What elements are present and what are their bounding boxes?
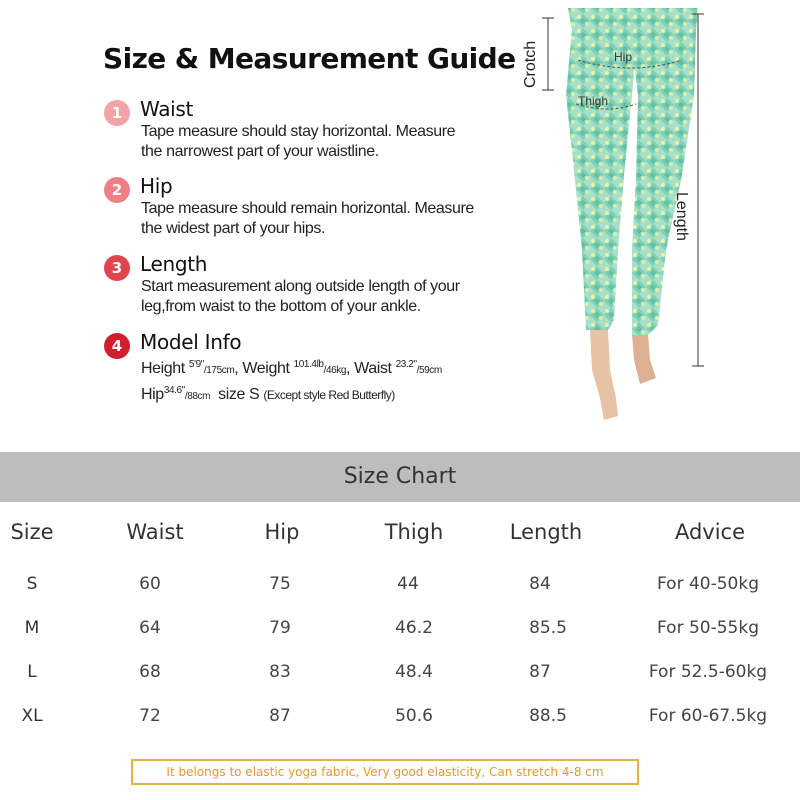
cell-thigh: 50.6 [395, 706, 433, 726]
section-line: Start measurement along outside length of your [141, 278, 460, 295]
cell-thigh: 48.4 [395, 662, 433, 682]
col-head-advice: Advice [674, 520, 746, 544]
cell-waist: 68 [139, 662, 161, 682]
cell-waist: 72 [139, 706, 161, 726]
col-head-hip: Hip [264, 520, 300, 544]
fabric-note: It belongs to elastic yoga fabric, Very good elasticity, Can stretch 4-8 cm [131, 759, 639, 785]
section-body [141, 355, 521, 407]
section-heading: Waist [140, 97, 194, 121]
size-chart-title: Size Chart [343, 464, 457, 489]
cell-waist: 64 [139, 618, 161, 638]
badge-1: 1 [104, 100, 130, 126]
section-line: the narrowest part of your waistline. [141, 143, 379, 160]
cell-hip: 75 [269, 574, 291, 594]
height-label: Height [141, 360, 185, 377]
cell-length: 88.5 [529, 706, 567, 726]
size-text: size S [218, 386, 260, 403]
waist-cm: /59cm [416, 365, 442, 376]
weight-kg: /46kg [323, 365, 347, 376]
section-line: the widest part of your hips. [141, 220, 326, 237]
cell-thigh: 46.2 [395, 618, 433, 638]
cell-length: 85.5 [529, 618, 567, 638]
cell-advice: For 50-55kg [657, 618, 759, 638]
model-line-2 [141, 381, 521, 407]
hip-in: 34.6" [163, 385, 185, 396]
badge-4: 4 [104, 333, 130, 359]
hip-label: Hip [141, 386, 164, 403]
waist-in: 23.2" [395, 359, 417, 370]
height-cm: /175cm [203, 365, 235, 376]
hip-cm: /88cm [184, 391, 211, 402]
col-head-size: Size [10, 520, 54, 544]
cell-hip: 87 [269, 706, 291, 726]
section-heading: Length [140, 252, 208, 276]
leggings-illustration [520, 0, 800, 430]
cell-advice: For 52.5-60kg [648, 662, 768, 682]
col-head-length: Length [509, 520, 583, 544]
hip-marker-label: Hip [614, 50, 633, 64]
cell-size: M [24, 618, 40, 638]
except-text: (Except style Red Butterfly) [263, 388, 395, 402]
col-head-waist: Waist [126, 520, 184, 544]
cell-size: XL [21, 706, 43, 726]
model-line-1 [141, 355, 521, 381]
weight-label: , Weight [234, 360, 290, 377]
section-line: Tape measure should remain horizontal. Measure [141, 200, 474, 217]
guide-title: Size & Measurement Guide [103, 42, 516, 75]
cell-waist: 60 [139, 574, 161, 594]
cell-hip: 83 [269, 662, 291, 682]
section-body [141, 277, 521, 317]
section-line: Tape measure should stay horizontal. Measure [141, 123, 456, 140]
section-heading: Hip [140, 174, 173, 198]
badge-3: 3 [104, 255, 130, 281]
badge-2: 2 [104, 177, 130, 203]
height-in: 5'9" [188, 359, 204, 370]
section-body [141, 122, 521, 162]
crotch-label: Crotch [522, 40, 539, 88]
cell-size: S [26, 574, 38, 594]
thigh-marker-label: Thigh [578, 94, 609, 108]
weight-lb: 101.4lb [293, 359, 324, 370]
length-label: Length [673, 192, 690, 241]
cell-length: 84 [529, 574, 551, 594]
waist-label: , Waist [346, 360, 392, 377]
section-body [141, 199, 521, 239]
cell-hip: 79 [269, 618, 291, 638]
section-heading: Model Info [140, 330, 242, 354]
cell-size: L [27, 662, 37, 682]
cell-length: 87 [529, 662, 551, 682]
cell-advice: For 60-67.5kg [648, 706, 768, 726]
col-head-thigh: Thigh [384, 520, 444, 544]
size-chart-header [0, 452, 800, 502]
cell-advice: For 40-50kg [657, 574, 759, 594]
leggings-image [520, 0, 800, 430]
section-line: leg,from waist to the bottom of your ankle. [141, 298, 421, 315]
cell-thigh: 44 [397, 574, 419, 594]
